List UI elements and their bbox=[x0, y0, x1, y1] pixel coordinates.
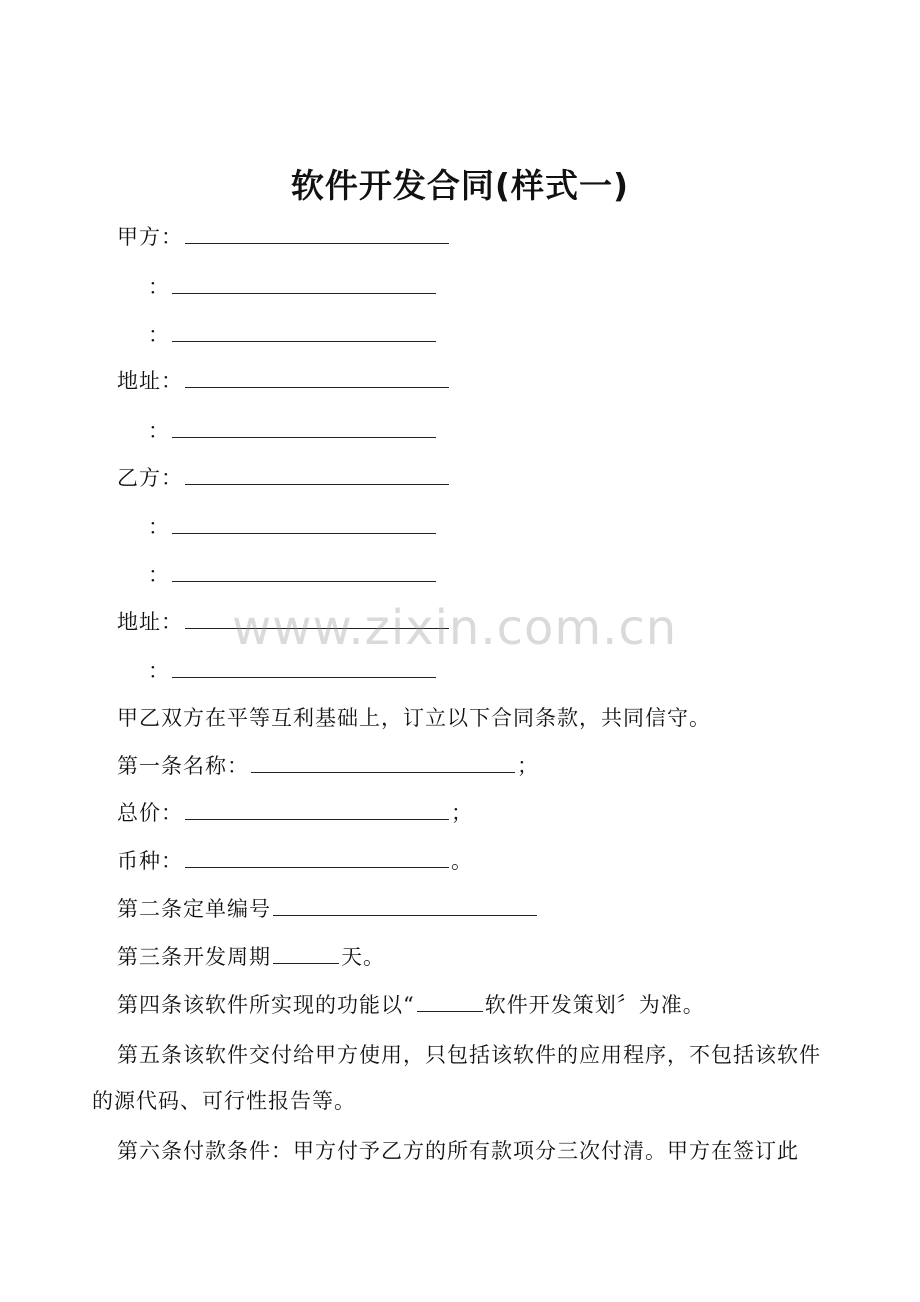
total-price-blank[interactable] bbox=[185, 799, 449, 820]
party-a-label: 甲方： bbox=[117, 225, 183, 249]
party-a-address-line bbox=[117, 366, 451, 396]
page-title: 软件开发合同(样式一) bbox=[290, 166, 630, 205]
party-a-field-2 bbox=[148, 320, 438, 350]
party-b-field-3-blank[interactable] bbox=[172, 657, 436, 678]
semicolon: ； bbox=[517, 754, 539, 778]
field-colon: ： bbox=[148, 515, 170, 539]
article-1-line bbox=[117, 751, 539, 781]
party-b-field-1-blank[interactable] bbox=[172, 513, 436, 534]
total-price-line bbox=[117, 798, 473, 828]
party-b-label: 乙方： bbox=[117, 466, 183, 490]
field-colon: ： bbox=[148, 563, 170, 587]
party-b-blank[interactable] bbox=[185, 464, 449, 485]
article-3-suffix: 天。 bbox=[341, 945, 385, 969]
party-b-field-2 bbox=[148, 560, 438, 590]
article-4-blank[interactable] bbox=[417, 991, 483, 1012]
currency-line bbox=[117, 846, 473, 876]
field-colon: ： bbox=[148, 323, 170, 347]
total-price-label: 总价： bbox=[117, 801, 183, 825]
field-colon: ： bbox=[148, 275, 170, 299]
party-a-address-blank[interactable] bbox=[185, 367, 449, 388]
party-b-field-2-blank[interactable] bbox=[172, 561, 436, 582]
party-a-field-1-blank[interactable] bbox=[172, 273, 436, 294]
article-6-paragraph: 第六条付款条件：甲方付予乙方的所有款项分三次付清。甲方在签订此 bbox=[117, 1139, 799, 1163]
party-b-line bbox=[117, 463, 451, 493]
currency-label: 币种： bbox=[117, 849, 183, 873]
field-colon: ： bbox=[148, 419, 170, 443]
party-a-field-1 bbox=[148, 272, 438, 302]
address-label: 地址： bbox=[117, 610, 183, 634]
party-b-field-3 bbox=[148, 656, 438, 686]
address-label: 地址： bbox=[117, 369, 183, 393]
article-1-blank[interactable] bbox=[251, 752, 515, 773]
article-2-blank[interactable] bbox=[273, 895, 537, 916]
party-a-field-2-blank[interactable] bbox=[172, 321, 436, 342]
field-colon: ： bbox=[148, 659, 170, 683]
party-a-field-3-blank[interactable] bbox=[172, 417, 436, 438]
intro-text: 甲乙双方在平等互利基础上，订立以下合同条款，共同信守。 bbox=[117, 706, 711, 730]
article-3-blank[interactable] bbox=[273, 943, 339, 964]
article-3-prefix: 第三条开发周期 bbox=[117, 945, 271, 969]
period: 。 bbox=[451, 849, 473, 873]
article-2-label: 第二条定单编号 bbox=[117, 897, 271, 921]
article-4-suffix: 软件开发策划〞为准。 bbox=[484, 993, 705, 1017]
article-2-line bbox=[117, 894, 539, 924]
watermark: www.zixin.com.cn bbox=[232, 600, 678, 656]
article-1-label: 第一条名称： bbox=[117, 754, 249, 778]
party-b-address-line bbox=[117, 607, 451, 637]
party-b-field-1 bbox=[148, 512, 438, 542]
party-b-address-blank[interactable] bbox=[185, 608, 449, 629]
article-5-paragraph: 第五条该软件交付给甲方使用，只包括该软件的应用程序，不包括该软件的源代码、可行性报告等。 bbox=[92, 1043, 821, 1113]
currency-blank[interactable] bbox=[185, 847, 449, 868]
party-a-line bbox=[117, 222, 451, 252]
semicolon: ； bbox=[451, 801, 473, 825]
article-4-line bbox=[117, 990, 705, 1020]
party-a-field-3 bbox=[148, 416, 438, 446]
article-4-prefix: 第四条该软件所实现的功能以“ bbox=[117, 993, 415, 1017]
article-3-line bbox=[117, 942, 385, 972]
party-a-blank[interactable] bbox=[185, 223, 449, 244]
